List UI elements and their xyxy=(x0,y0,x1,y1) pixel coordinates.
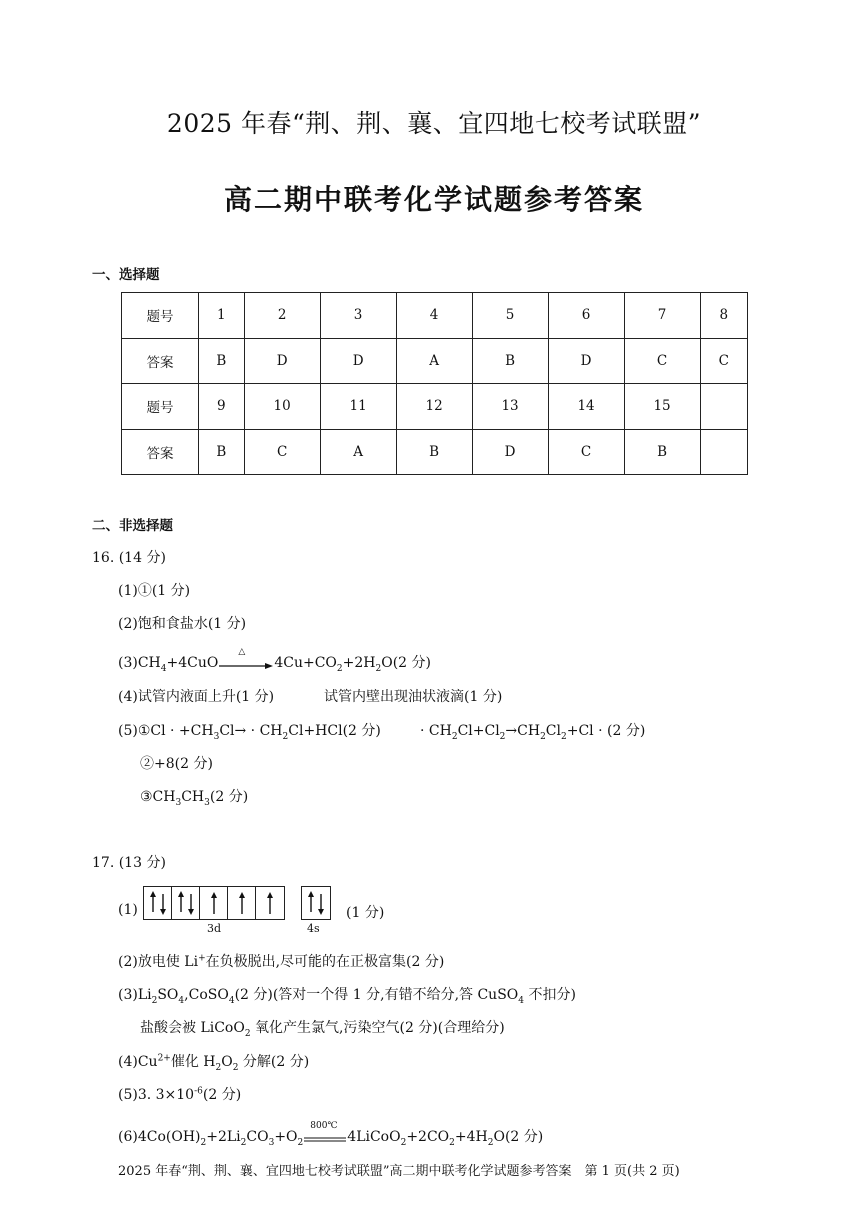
answer-key-title: 高二期中联考化学试题参考答案 xyxy=(223,183,644,216)
table-cell: 题号 xyxy=(122,384,199,430)
table-row xyxy=(122,293,748,339)
q17-heading: 17. (13 分) xyxy=(92,855,166,871)
orbital-3d-single xyxy=(256,887,284,919)
q17-part6-equation: $(6)4Co(OH)_2+2Li_2CO_3+O_2$ 800℃ $4LiCoO_2+2CO_2+4H_2O(2$ 分) xyxy=(118,1121,544,1148)
table-cell: D xyxy=(548,338,624,384)
label-3d: 3d xyxy=(207,922,222,935)
q16-heading: 16. (14 分) xyxy=(92,550,166,566)
q16-part3-equation: $(3)CH_4+4CuO$ △ $4Cu+CO_2+2H_2O(2$ 分) xyxy=(118,647,431,674)
answer-table xyxy=(121,292,748,475)
table-cell xyxy=(700,384,747,430)
table-cell: B xyxy=(199,338,245,384)
orbital-diagram-4s xyxy=(301,886,331,920)
table-cell: 2 xyxy=(244,293,320,339)
table-cell: 9 xyxy=(199,384,245,430)
q17-part1-score: (1 分) xyxy=(346,905,385,921)
table-row xyxy=(122,384,748,430)
orbital-4s-paired xyxy=(302,887,330,919)
table-cell: C xyxy=(244,429,320,475)
orbital-3d-single xyxy=(228,887,256,919)
table-cell: 14 xyxy=(548,384,624,430)
reaction-arrow-heat: △ xyxy=(218,656,274,670)
table-cell: D xyxy=(320,338,396,384)
q17-part3: $(3)Li_2SO_4,CoSO_4(2$ 分)(答对一个得 1 分,有错不给分,答 CuSO$_4$ 不扣分) xyxy=(118,987,576,1006)
table-cell: 5 xyxy=(472,293,548,339)
section-multiple-choice-heading: 一、选择题 xyxy=(92,267,160,283)
table-cell xyxy=(700,429,747,475)
reaction-equals-800c: 800℃ xyxy=(310,1121,338,1131)
q16-part5-step1: (5)①Cl · $+CH_3Cl\to \cdot CH_2Cl+HCl(2$ 分) xyxy=(118,723,381,742)
q17-part1-prefix: (1) xyxy=(118,902,138,918)
table-cell: C xyxy=(624,338,700,384)
q16-part5-step2: · $CH_2Cl+Cl_2\to CH_2Cl_2+Cl \cdot (2$ 分) xyxy=(420,723,646,742)
q17-part3-explanation: 盐酸会被 LiCoO$_2$ 氧化产生氯气,污染空气(2 分)(合理给分) xyxy=(140,1020,505,1039)
table-cell: 12 xyxy=(396,384,472,430)
table-row xyxy=(122,338,748,384)
table-cell: 答案 xyxy=(122,338,199,384)
q17-part5: (5)3. $3\times 10^{-6}(2$ 分) xyxy=(118,1086,242,1103)
q16-part4-b: 试管内壁出现油状液滴(1 分) xyxy=(324,689,503,705)
table-cell: A xyxy=(396,338,472,384)
table-cell: B xyxy=(199,429,245,475)
section-free-response-heading: 二、非选择题 xyxy=(92,518,173,534)
table-cell: 13 xyxy=(472,384,548,430)
orbital-3d-single xyxy=(200,887,228,919)
table-cell: 7 xyxy=(624,293,700,339)
table-cell: 11 xyxy=(320,384,396,430)
page-footer: 2025 年春“荆、荆、襄、宜四地七校考试联盟”高二期中联考化学试题参考答案 第 1 页(共 2 页) xyxy=(118,1164,680,1179)
q16-part1: (1)①(1 分) xyxy=(118,583,191,599)
table-cell: C xyxy=(700,338,747,384)
table-cell: 1 xyxy=(199,293,245,339)
table-cell: 8 xyxy=(700,293,747,339)
exam-alliance-title: 2025 年春“荆、荆、襄、宜四地七校考试联盟” xyxy=(166,109,702,138)
q17-part4: $(4)Cu^{2+}$催化 $H_2O_2$ 分解(2 分) xyxy=(118,1053,310,1073)
q16-part5-ethane: $③CH_3CH_3(2$ 分) xyxy=(140,789,249,808)
table-cell: A xyxy=(320,429,396,475)
table-cell: D xyxy=(244,338,320,384)
table-cell: 答案 xyxy=(122,429,199,475)
table-cell: B xyxy=(472,338,548,384)
orbital-diagram-3d xyxy=(143,886,285,920)
q16-part5-oxidation: ②+8(2 分) xyxy=(140,756,213,772)
table-cell: 3 xyxy=(320,293,396,339)
table-cell: 15 xyxy=(624,384,700,430)
orbital-3d-paired xyxy=(172,887,200,919)
q16-part2: (2)饱和食盐水(1 分) xyxy=(118,616,247,632)
table-cell: D xyxy=(472,429,548,475)
table-row xyxy=(122,429,748,475)
q17-part2: (2)放电使 Li+在负极脱出,尽可能的在正极富集(2 分) xyxy=(118,953,445,970)
table-cell: B xyxy=(396,429,472,475)
orbital-3d-paired xyxy=(144,887,172,919)
q16-part4-a: (4)试管内液面上升(1 分) xyxy=(118,689,275,705)
label-4s: 4s xyxy=(307,922,320,935)
table-cell: 6 xyxy=(548,293,624,339)
table-cell: B xyxy=(624,429,700,475)
table-cell: 10 xyxy=(244,384,320,430)
table-cell: 4 xyxy=(396,293,472,339)
table-cell: C xyxy=(548,429,624,475)
table-cell: 题号 xyxy=(122,293,199,339)
